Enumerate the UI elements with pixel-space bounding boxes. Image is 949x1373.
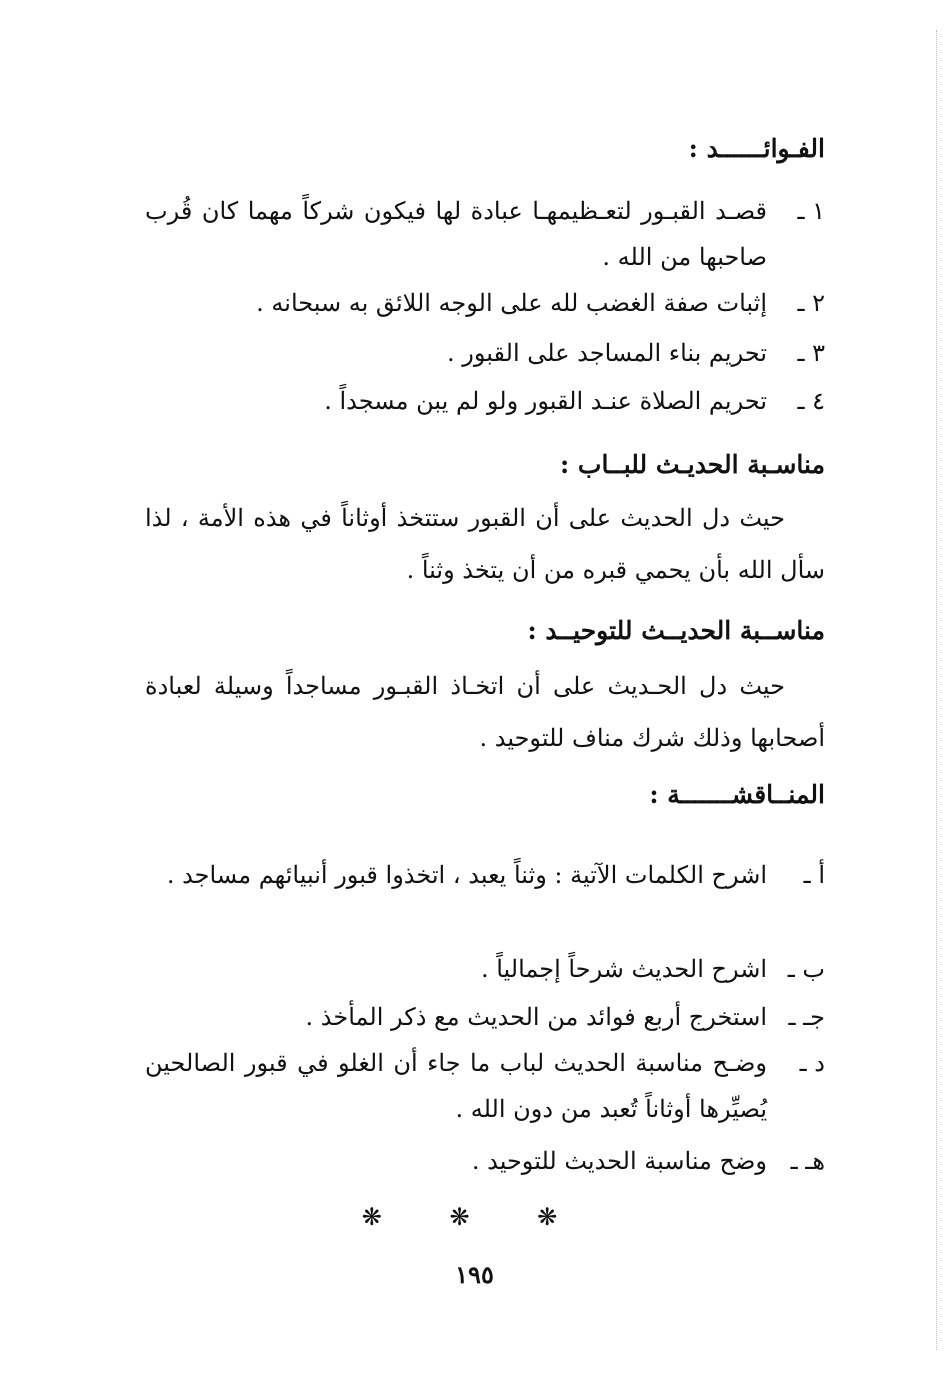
benefit-text: قصـد القبـور لتعـظيمهـا عبادة لها فيكون شركاً مهما كان قُرب صاحبها من الله . xyxy=(145,197,767,271)
chapter-relevance-text: حيث دل الحديث على أن القبور ستتخذ أوثاناً في هذه الأمة ، لذا سأل الله بأن يحمي قبره من أن يتخذ وثناً . xyxy=(145,504,825,584)
discussion-text: وضـح مناسبة الحديث لباب ما جاء أن الغلو في قبور الصالحين يُصيِّرها أوثاناً تُعبد من دون الله . xyxy=(145,1049,767,1123)
benefit-number: ٢ ـ xyxy=(797,289,825,317)
discussion-text: استخرج أربع فوائد من الحديث مع ذكر المأخذ . xyxy=(305,1003,767,1031)
chapter-relevance-heading: مناسـبة الحديـث للبــاب : xyxy=(559,450,825,479)
discussion-item-a xyxy=(145,852,825,898)
benefit-item-1 xyxy=(145,188,825,280)
benefit-number: ١ ـ xyxy=(797,197,825,225)
discussion-item-e xyxy=(145,1138,825,1184)
discussion-letter: د ـ xyxy=(799,1049,825,1077)
discussion-item-d xyxy=(145,1040,825,1132)
discussion-letter: أ ـ xyxy=(803,861,825,889)
benefit-number: ٤ ـ xyxy=(797,387,825,415)
page-edge-rule xyxy=(936,30,937,1350)
discussion-text: اشرح الكلمات الآتية : وثناً يعبد ، اتخذوا قبور أنبيائهم مساجد . xyxy=(166,861,767,889)
discussion-text: وضح مناسبة الحديث للتوحيد . xyxy=(471,1147,767,1175)
section-separator: ❋ ❋ ❋ xyxy=(361,1203,588,1231)
benefit-text: إثبات صفة الغضب لله على الوجه اللائق به سبحانه . xyxy=(256,289,767,317)
benefit-item-3 xyxy=(145,330,825,376)
benefits-heading: الفـوائــــــد : xyxy=(688,134,825,163)
page-number: ١٩٥ xyxy=(455,1260,494,1289)
benefit-text: تحريم الصلاة عنـد القبور ولو لم يبن مسجداً . xyxy=(324,387,767,415)
benefit-number: ٣ ـ xyxy=(797,339,825,367)
benefit-item-4 xyxy=(145,378,825,424)
discussion-letter: هـ ـ xyxy=(790,1147,825,1175)
discussion-item-b xyxy=(145,946,825,992)
discussion-letter: ب ـ xyxy=(787,955,825,983)
discussion-item-c xyxy=(145,994,825,1040)
benefit-text: تحريم بناء المساجد على القبور . xyxy=(447,339,767,367)
discussion-heading: المنــاقشـــــــة : xyxy=(649,780,825,809)
discussion-text: اشرح الحديث شرحاً إجمالياً . xyxy=(480,955,767,983)
benefit-item-2 xyxy=(145,280,825,326)
tawhid-relevance-heading: مناســبة الحديــث للتوحيــد : xyxy=(527,616,825,645)
tawhid-relevance-text: حيث دل الحـديث على أن اتخـاذ القبـور مساجداً وسيلة لعبادة أصحابها وذلك شرك مناف للتوحيد . xyxy=(145,672,825,752)
discussion-letter: جـ ـ xyxy=(788,1003,825,1031)
